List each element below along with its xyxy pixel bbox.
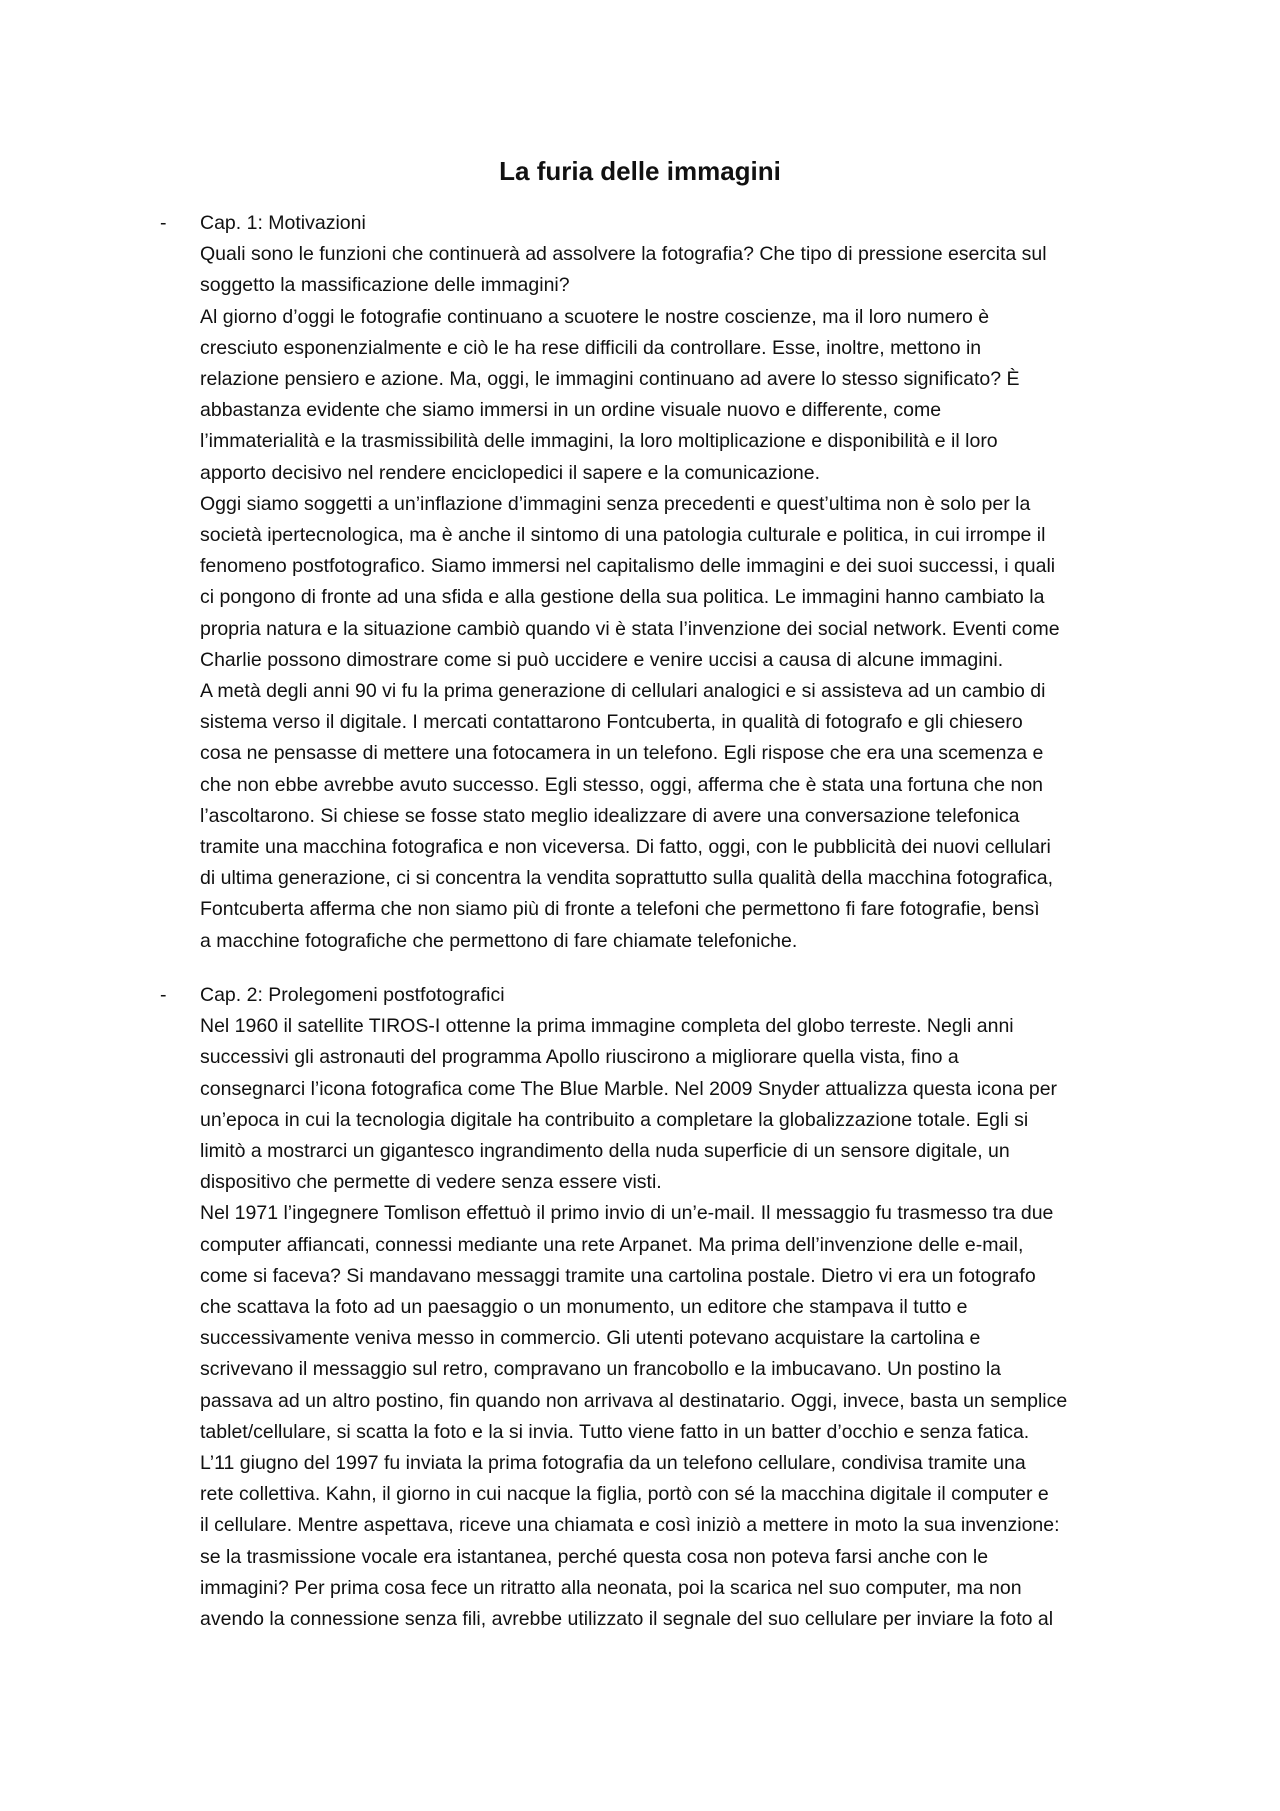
section-body bbox=[200, 239, 1160, 957]
body-text-line: scrivevano il messaggio sul retro, compravano un francobollo e la imbucavano. Un postino la bbox=[200, 1358, 1002, 1381]
body-text-line: avendo la connessione senza fili, avrebbe utilizzato il segnale del suo cellulare per inviare la foto al bbox=[200, 1608, 1054, 1631]
body-text-line: se la trasmissione vocale era istantanea, perché questa cosa non poteva farsi anche con le bbox=[200, 1545, 989, 1568]
section-heading: Cap. 2: Prolegomeni postfotografici bbox=[200, 984, 505, 1006]
bullet-marker: - bbox=[160, 984, 167, 1006]
body-text-line: Fontcuberta afferma che non siamo più di fronte a telefoni che permettono fi fare fotografie, bensì bbox=[200, 898, 1040, 921]
bullet-marker: - bbox=[160, 212, 167, 234]
document-title: La furia delle immagini bbox=[499, 156, 781, 186]
body-text-line: abbastanza evidente che siamo immersi in un ordine visuale nuovo e differente, come bbox=[200, 399, 942, 422]
body-text-line: cresciuto esponenzialmente e ciò le ha rese difficili da controllare. Esse, inoltre, mettono in bbox=[200, 336, 982, 359]
body-text-line: successivamente veniva messo in commercio. Gli utenti potevano acquistare la cartolina e bbox=[200, 1327, 981, 1350]
body-text-line: tablet/cellulare, si scatta la foto e la si invia. Tutto viene fatto in un batter d’occhio e senza fatica. bbox=[200, 1420, 1030, 1443]
body-text-line: il cellulare. Mentre aspettava, riceve una chiamata e così iniziò a mettere in moto la sua invenzione: bbox=[200, 1514, 1060, 1537]
section-body bbox=[200, 1011, 1160, 1635]
body-text-line: che scattava la foto ad un paesaggio o un monumento, un editore che stampava il tutto e bbox=[200, 1296, 968, 1319]
body-text-line: Nel 1971 l’ingegnere Tomlison effettuò il primo invio di un’e-mail. Il messaggio fu trasmesso tra due bbox=[200, 1202, 1054, 1225]
body-text-line: Oggi siamo soggetti a un’inflazione d’immagini senza precedenti e quest’ultima non è solo per la bbox=[200, 492, 1031, 515]
body-text-line: successivi gli astronauti del programma Apollo riuscirono a migliorare quella vista, fino a bbox=[200, 1046, 959, 1069]
body-text-line: Quali sono le funzioni che continuerà ad assolvere la fotografia? Che tipo di pressione esercita sul bbox=[200, 243, 1047, 266]
body-text-line: cosa ne pensasse di mettere una fotocamera in un telefono. Egli rispose che era una scemenza e bbox=[200, 742, 1044, 765]
body-text-line: propria natura e la situazione cambiò quando vi è stata l’invenzione dei social network. Eventi come bbox=[200, 617, 1060, 640]
body-text-line: A metà degli anni 90 vi fu la prima generazione di cellulari analogici e si assisteva ad un cambio di bbox=[200, 680, 1046, 703]
body-text-line: l’ascoltarono. Si chiese se fosse stato meglio idealizzare di avere una conversazione telefonica bbox=[200, 804, 1020, 827]
body-text-line: l’immaterialità e la trasmissibilità delle immagini, la loro moltiplicazione e disponibilità e il loro bbox=[200, 430, 998, 453]
body-text-line: rete collettiva. Kahn, il giorno in cui nacque la figlia, portò con sé la macchina digitale il computer e bbox=[200, 1483, 1049, 1506]
body-text-line: soggetto la massificazione delle immagini? bbox=[200, 274, 570, 297]
body-text-line: società ipertecnologica, ma è anche il sintomo di una patologia culturale e politica, in cui irrompe il bbox=[200, 524, 1046, 547]
body-text-line: Al giorno d’oggi le fotografie continuano a scuotere le nostre coscienze, ma il loro numero è bbox=[200, 305, 990, 328]
body-text-line: apporto decisivo nel rendere enciclopedici il sapere e la comunicazione. bbox=[200, 461, 821, 484]
body-text-line: limitò a mostrarci un gigantesco ingrandimento della nuda superficie di un sensore digitale, un bbox=[200, 1140, 1010, 1162]
body-text-line: a macchine fotografiche che permettono di fare chiamate telefoniche. bbox=[200, 929, 798, 952]
body-text-line: ci pongono di fronte ad una sfida e alla gestione della sua politica. Le immagini hanno cambiato la bbox=[200, 586, 1045, 609]
section-heading: Cap. 1: Motivazioni bbox=[200, 212, 366, 234]
body-text-line: come si faceva? Si mandavano messaggi tramite una cartolina postale. Dietro vi era un fotografo bbox=[200, 1264, 1036, 1287]
body-text-line: computer affiancati, connessi mediante una rete Arpanet. Ma prima dell’invenzione delle e-mail, bbox=[200, 1233, 1024, 1256]
body-text-line: un’epoca in cui la tecnologia digitale ha contribuito a completare la globalizzazione totale. Egli si bbox=[200, 1108, 1029, 1131]
body-text-line: sistema verso il digitale. I mercati contattarono Fontcuberta, in qualità di fotografo e gli chiesero bbox=[200, 711, 1023, 734]
body-text-line: L’11 giugno del 1997 fu inviata la prima fotografia da un telefono cellulare, condivisa tramite una bbox=[200, 1452, 1026, 1475]
body-text-line: fenomeno postfotografico. Siamo immersi nel capitalismo delle immagini e dei suoi successi, i quali bbox=[200, 555, 1056, 578]
body-text-line: Charlie possono dimostrare come si può uccidere e venire uccisi a causa di alcune immagini. bbox=[200, 648, 1004, 671]
body-text-line: consegnarci l’icona fotografica come The Blue Marble. Nel 2009 Snyder attualizza questa icona per bbox=[200, 1077, 1058, 1100]
body-text-line: immagini? Per prima cosa fece un ritratto alla neonata, poi la scarica nel suo computer, ma non bbox=[200, 1576, 1022, 1599]
body-text-line: Nel 1960 il satellite TIROS-I ottenne la prima immagine completa del globo terreste. Negli anni bbox=[200, 1015, 1014, 1038]
body-text-line: che non ebbe avrebbe avuto successo. Egli stesso, oggi, afferma che è stata una fortuna che non bbox=[200, 773, 1044, 796]
body-text-line: passava ad un altro postino, fin quando non arrivava al destinatario. Oggi, invece, basta un semplice bbox=[200, 1389, 1068, 1412]
body-text-line: dispositivo che permette di vedere senza essere visti. bbox=[200, 1171, 662, 1194]
body-text-line: tramite una macchina fotografica e non viceversa. Di fatto, oggi, con le pubblicità dei nuovi cellulari bbox=[200, 836, 1051, 859]
body-text-line: di ultima generazione, ci si concentra la vendita soprattutto sulla qualità della macchina fotografica, bbox=[200, 867, 1054, 890]
body-text-line: relazione pensiero e azione. Ma, oggi, le immagini continuano ad avere lo stesso significato? È bbox=[200, 368, 1020, 390]
